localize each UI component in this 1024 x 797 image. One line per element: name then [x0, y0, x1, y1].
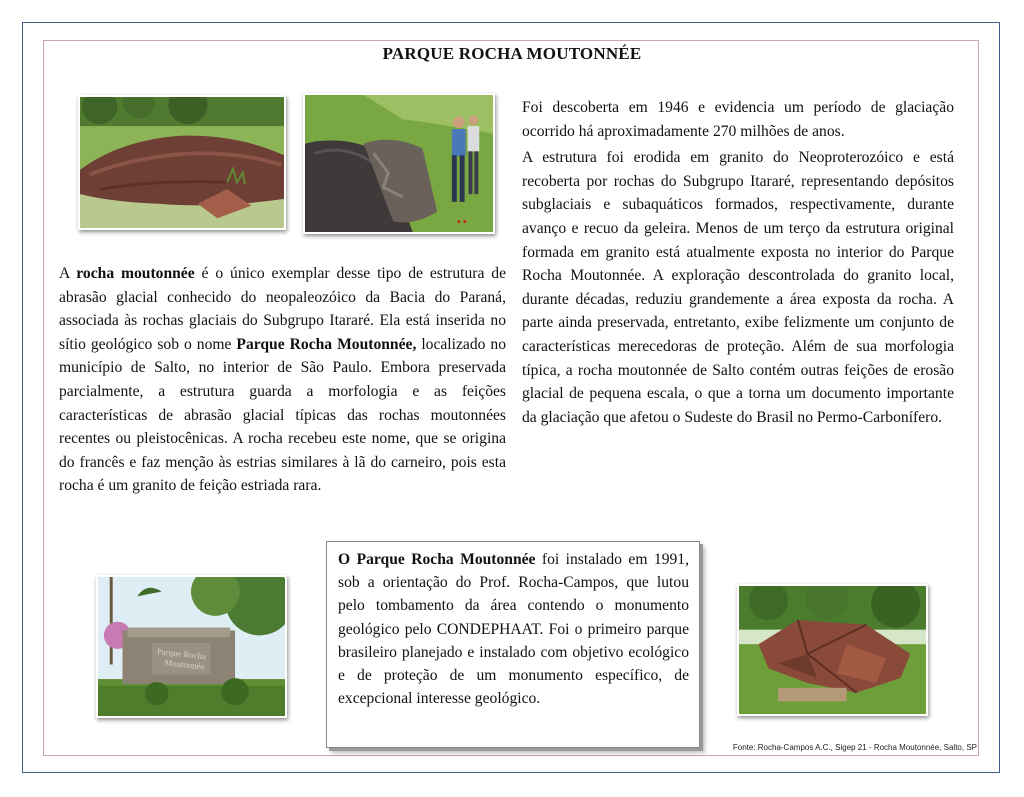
paragraph-park-installation: O Parque Rocha Moutonnée foi instalado em 1991, sob a orientação do Prof. Rocha-Campos, que lutou pelo tombamento da área contendo o monumento geológico pelo CONDEPHAAT. Foi o primeiro parque brasileiro planejado e instalado com objetivo ecológico e de proteção de um monumento específico, de excepcional interesse geológico. — [338, 551, 689, 708]
sign-text-line2: Moutonnée — [164, 657, 205, 672]
source-credit: Fonte: Rocha-Campos A.C., Sigep 21 - Rocha Moutonnée, Salto, SP — [732, 743, 977, 752]
paragraph-rocha-moutonnee: A rocha moutonnée é o único exemplar desse tipo de estrutura de abrasão glacial conhecido do neopaleozóico da Bacia do Paraná, associada às rochas glaciais do Subgrupo Itararé. Ela está inserida no sítio geológico sob o nome Parque Rocha Moutonnée, localizado no município de Salto, no interior de São Paulo. Embora preservada parcialmente, a estrutura guarda a morfologia e as feições características de abrasão glacial típicas das rochas moutonnées recentes ou pleistocênicas. A rocha recebeu este nome, que se origina do francês e faz menção às estrias similares à lã do carneiro, pois esta rocha é um granito de feição estriada rara. — [59, 265, 506, 495]
page-title: PARQUE ROCHA MOUTONNÉE — [382, 44, 642, 63]
paragraph-structure: A estrutura foi erodida em granito do Neoproterozóico e está recoberta por rochas do Subgrupo Itararé, representando depósitos subglaciais e subaquáticos formados, respectivamente, durante avanço e recuo da geleira. Menos de um terço da estrutura original formada em granito está atualmente exposta no interior do Parque Rocha Moutonnée. A exploração descontrolada do granito local, durante décadas, reduziu grandemente a área exposta da rocha. A parte ainda preservada, entretanto, exibe felizmente um conjunto de características merecedoras de proteção. Além de sua morfologia típica, a rocha moutonnée de Salto contém outras feições de erosão glacial de pequena escala, o que a torna um documento importante da glaciação que afetou o Sudeste do Brasil no Permo-Carbonífero. — [522, 149, 954, 426]
photo-park-sign — [96, 575, 287, 718]
right-column-text — [522, 96, 954, 429]
photo-visitors-rocks — [303, 93, 495, 234]
photo-rock-outcrop — [78, 95, 286, 230]
photo-quarried-rock — [737, 584, 928, 716]
sign-text-line1: Parque Rocha — [156, 646, 207, 662]
paragraph-discovery: Foi descoberta em 1946 e evidencia um período de glaciação ocorrido há aproximadamente 270 milhões de anos. — [522, 99, 954, 140]
svg-text:● ●: ● ● — [456, 218, 467, 226]
park-info-box — [326, 541, 700, 748]
left-column-text — [59, 262, 506, 498]
